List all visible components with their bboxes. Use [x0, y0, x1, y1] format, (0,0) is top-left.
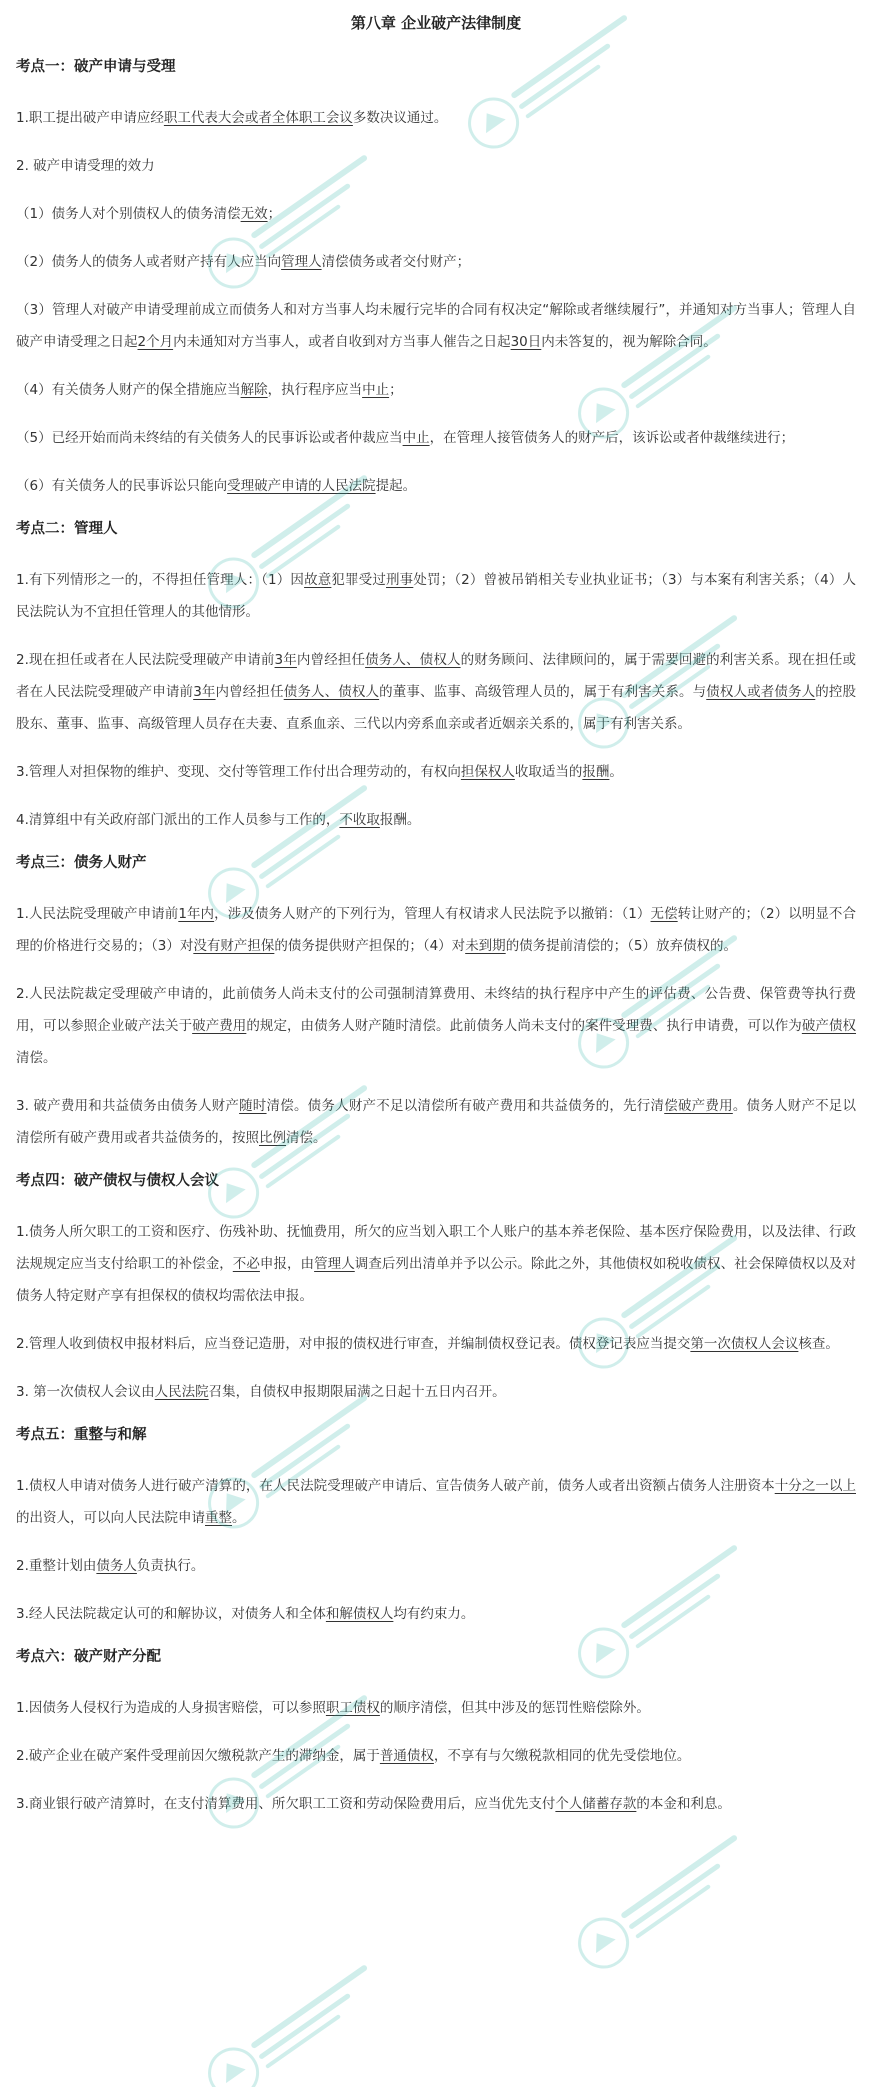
underlined-keyword: 和解债权人: [325, 1606, 394, 1622]
section-heading: 考点四：破产债权与债权人会议: [16, 1173, 219, 1189]
paragraph: [16, 1470, 856, 1534]
text-span: 1.有下列情形之一的，不得担任管理人：（1）因: [16, 572, 305, 588]
text-span: 1.债务人所欠职工的工资和医疗、伤残补助、抚恤费用，所欠的应当划入职工个人账户的基本养老保险、基本医疗保险费用，以及法律、行政法规规定应当支付给职工的补偿金，: [16, 1224, 856, 1272]
underlined-keyword: 随时: [239, 1098, 267, 1114]
section-heading: 考点五：重整与和解: [16, 1427, 147, 1443]
text-span: 的控股股东、董事、监事、高级管理人员存在夫妻、直系血亲、三代以内旁系血亲或者近姻亲关系的，属于有利害关系。: [16, 684, 857, 732]
underlined-keyword: 无效: [240, 206, 268, 222]
text-span: 的出资人，可以向人民法院申请: [16, 1510, 205, 1526]
underlined-keyword: 故意: [304, 572, 332, 588]
text-span: 1.因债务人侵权行为造成的人身损害赔偿，可以参照: [16, 1700, 326, 1716]
underlined-keyword: 职工债权: [325, 1700, 380, 1716]
underlined-keyword: 重整: [205, 1510, 232, 1526]
text-span: 内未通知对方当事人，或者自收到对方当事人催告之日起: [173, 334, 511, 350]
text-span: ；: [389, 382, 403, 398]
text-span: 报酬。: [379, 812, 421, 828]
paragraph: [16, 102, 856, 134]
underlined-keyword: 受理破产申请的人民法院: [227, 478, 376, 494]
paragraph: [16, 294, 856, 358]
text-span: 。债务人财产不足以清偿所有破产费用或者共益债务的，按照: [16, 1098, 857, 1146]
text-span: 均有约束力。: [393, 1606, 475, 1622]
underlined-keyword: 比例: [259, 1130, 286, 1146]
underlined-keyword: 报酬: [582, 764, 610, 780]
paragraph: [16, 246, 856, 278]
paragraph: [16, 1090, 856, 1154]
text-span: 清偿债务或者交付财产；: [321, 254, 471, 270]
paragraph: [16, 1740, 856, 1772]
text-span: ，涉及债务人财产的下列行为，管理人有权请求人民法院予以撤销：（1）: [214, 906, 651, 922]
paragraph: [16, 374, 856, 406]
paragraph: [16, 898, 856, 962]
paragraph: [16, 756, 856, 788]
text-span: 的董事、监事、高级管理人员的，属于有利害关系。与: [379, 684, 707, 700]
text-span: 的债务提供财产担保的；（4）对: [274, 938, 466, 954]
underlined-keyword: 没有财产担保: [193, 938, 275, 954]
text-span: ，不享有与欠缴税款相同的优先受偿地位。: [433, 1748, 691, 1764]
paragraph: [16, 804, 856, 836]
text-span: 的顺序清偿，但其中涉及的惩罚性赔偿除外。: [379, 1700, 650, 1716]
underlined-keyword: 职工代表大会或者全体职工会议: [163, 110, 353, 126]
underlined-keyword: 十分之一以上: [774, 1478, 856, 1494]
underlined-keyword: 偿破产费用: [664, 1098, 733, 1114]
underlined-keyword: 不收取: [339, 812, 380, 828]
paragraph: [16, 1328, 856, 1360]
text-span: 调查后列出清单并予以公示。除此之外，其他债权如税收债权、社会保障债权以及对债务人特定财产享有担保权的债权均需依法申报。: [16, 1256, 857, 1304]
paragraph: [16, 150, 856, 182]
text-span: 的财务顾问、法律顾问的，属于需要回避的利害关系。现在担任或者在人民法院受理破产申请前: [16, 652, 857, 700]
text-span: （5）已经开始而尚未终结的有关债务人的民事诉讼或者仲裁应当: [16, 430, 403, 446]
paragraph: [16, 198, 856, 230]
document-body: [16, 56, 856, 1820]
text-span: 清偿。: [286, 1130, 327, 1146]
underlined-keyword: 债权人或者债务人: [706, 684, 816, 700]
text-span: ，执行程序应当: [267, 382, 363, 398]
text-span: 多数决议通过。: [352, 110, 448, 126]
underlined-keyword: 管理人: [314, 1256, 355, 1272]
text-span: 3. 第一次债权人会议由: [16, 1384, 155, 1400]
text-span: 内曾经担任: [296, 652, 366, 668]
text-span: 2.重整计划由: [16, 1558, 97, 1574]
underlined-keyword: 破产债权: [801, 1018, 857, 1034]
paragraph: [16, 978, 856, 1074]
text-span: 。: [232, 1510, 246, 1526]
text-span: 处罚；（2）曾被吊销相关专业执业证书；（3）与本案有利害关系；（4）人民法院认为不宜担任管理人的其他情形。: [16, 572, 857, 620]
underlined-keyword: 债务人: [96, 1558, 137, 1574]
text-span: 3.经人民法院裁定认可的和解协议，对债务人和全体: [16, 1606, 326, 1622]
paragraph: [16, 422, 856, 454]
text-span: 2.现在担任或者在人民法院受理破产申请前: [16, 652, 275, 668]
underlined-keyword: 破产费用: [192, 1018, 247, 1034]
underlined-keyword: 刑事: [386, 572, 414, 588]
text-span: （3）管理人对破产申请受理前成立而债务人和对方当事人均未履行完毕的合同有权决定“解除或者继续履行”，并通知对方当事人；管理人自破产申请受理之日起: [16, 302, 856, 350]
text-span: 核查。: [798, 1336, 839, 1352]
text-span: 2. 破产申请受理的效力: [16, 158, 155, 174]
underlined-keyword: 个人储蓄存款: [555, 1796, 637, 1812]
text-span: 4.清算组中有关政府部门派出的工作人员参与工作的，: [16, 812, 340, 828]
text-span: 。: [609, 764, 623, 780]
text-span: 内曾经担任: [215, 684, 284, 700]
section-heading: 考点三：债务人财产: [16, 855, 147, 871]
text-span: 1.人民法院受理破产申请前: [16, 906, 179, 922]
underlined-keyword: 2个月: [137, 334, 174, 350]
text-span: ，在管理人接管债务人的财产后，该诉讼或者仲裁继续进行；: [429, 430, 795, 446]
paragraph: [16, 470, 856, 502]
text-span: 内未答复的，视为解除合同。: [541, 334, 717, 350]
underlined-keyword: 无偿: [650, 906, 678, 922]
underlined-keyword: 担保权人: [460, 764, 515, 780]
section-heading: 考点二：管理人: [16, 521, 118, 537]
text-span: （4）有关债务人财产的保全措施应当: [16, 382, 241, 398]
paragraph: [16, 1550, 856, 1582]
document-title: 第八章 企业破产法律制度: [350, 14, 522, 32]
section-heading: 考点一：破产申请与受理: [16, 59, 176, 75]
underlined-keyword: 人民法院: [154, 1384, 209, 1400]
paragraph: [16, 644, 856, 740]
paragraph: [16, 1376, 856, 1408]
text-span: 犯罪受过: [331, 572, 386, 588]
text-span: （2）债务人的债务人或者财产持有人应当向: [16, 254, 282, 270]
paragraph: [16, 1216, 856, 1312]
text-span: 1.职工提出破产申请应经: [16, 110, 164, 126]
text-span: （1）债务人对个别债权人的债务清偿: [16, 206, 241, 222]
underlined-keyword: 中止: [362, 382, 390, 398]
text-span: 2.破产企业在破产案件受理前因欠缴税款产生的滞纳金，属于: [16, 1748, 380, 1764]
underlined-keyword: 解除: [240, 382, 268, 398]
paragraph: [16, 1788, 856, 1820]
text-span: 3. 破产费用和共益债务由债务人财产: [16, 1098, 240, 1114]
section-heading: 考点六：破产财产分配: [16, 1649, 161, 1665]
text-span: 清偿。债务人财产不足以清偿所有破产费用和共益债务的，先行清: [266, 1098, 665, 1114]
text-span: 1.债权人申请对债务人进行破产清算的，在人民法院受理破产申请后、宣告债务人破产前，债务人或者出资额占债务人注册资本: [16, 1478, 775, 1494]
text-span: 的债务提前清偿的；（5）放弃债权的。: [505, 938, 738, 954]
underlined-keyword: 债务人、债权人: [365, 652, 461, 668]
text-span: 的规定，由债务人财产随时清偿。此前债务人尚未支付的案件受理费、执行申请费，可以作为: [246, 1018, 802, 1034]
text-span: 转让财产的；（2）以明显不合理的价格进行交易的；（3）对: [16, 906, 857, 954]
text-span: 3.商业银行破产清算时，在支付清算费用、所欠职工工资和劳动保险费用后，应当优先支付: [16, 1796, 556, 1812]
underlined-keyword: 30日: [510, 334, 542, 350]
text-span: 的本金和利息。: [636, 1796, 731, 1812]
underlined-keyword: 第一次债权人会议: [690, 1336, 799, 1352]
underlined-keyword: 未到期: [465, 938, 506, 954]
underlined-keyword: 1年内: [178, 906, 215, 922]
underlined-keyword: 不必: [232, 1256, 260, 1272]
paragraph: [16, 1692, 856, 1724]
paragraph: [16, 564, 856, 628]
text-span: 3.管理人对担保物的维护、变现、交付等管理工作付出合理劳动的，有权向: [16, 764, 461, 780]
underlined-keyword: 管理人: [281, 254, 322, 270]
text-span: 申报，由: [259, 1256, 315, 1272]
underlined-keyword: 普通债权: [379, 1748, 434, 1764]
text-span: 负责执行。: [136, 1558, 205, 1574]
text-span: 收取适当的: [514, 764, 583, 780]
text-span: 2.人民法院裁定受理破产申请的，此前债务人尚未支付的公司强制清算费用、未终结的执行程序中产生的评估费、公告费、保管费等执行费用，可以参照企业破产法关于: [16, 986, 856, 1034]
text-span: 召集，自债权申报期限届满之日起十五日内召开。: [208, 1384, 506, 1400]
underlined-keyword: 中止: [402, 430, 430, 446]
text-span: 提起。: [375, 478, 417, 494]
text-span: 2.管理人收到债权申报材料后，应当登记造册，对申报的债权进行审查，并编制债权登记表。债权登记表应当提交: [16, 1336, 691, 1352]
paragraph: [16, 1598, 856, 1630]
text-span: ；: [267, 206, 282, 222]
text-span: （6）有关债务人的民事诉讼只能向: [16, 478, 228, 494]
text-span: 清偿。: [16, 1050, 57, 1066]
underlined-keyword: 3年: [274, 652, 297, 668]
underlined-keyword: 3年: [193, 684, 216, 700]
underlined-keyword: 债务人、债权人: [283, 684, 380, 700]
